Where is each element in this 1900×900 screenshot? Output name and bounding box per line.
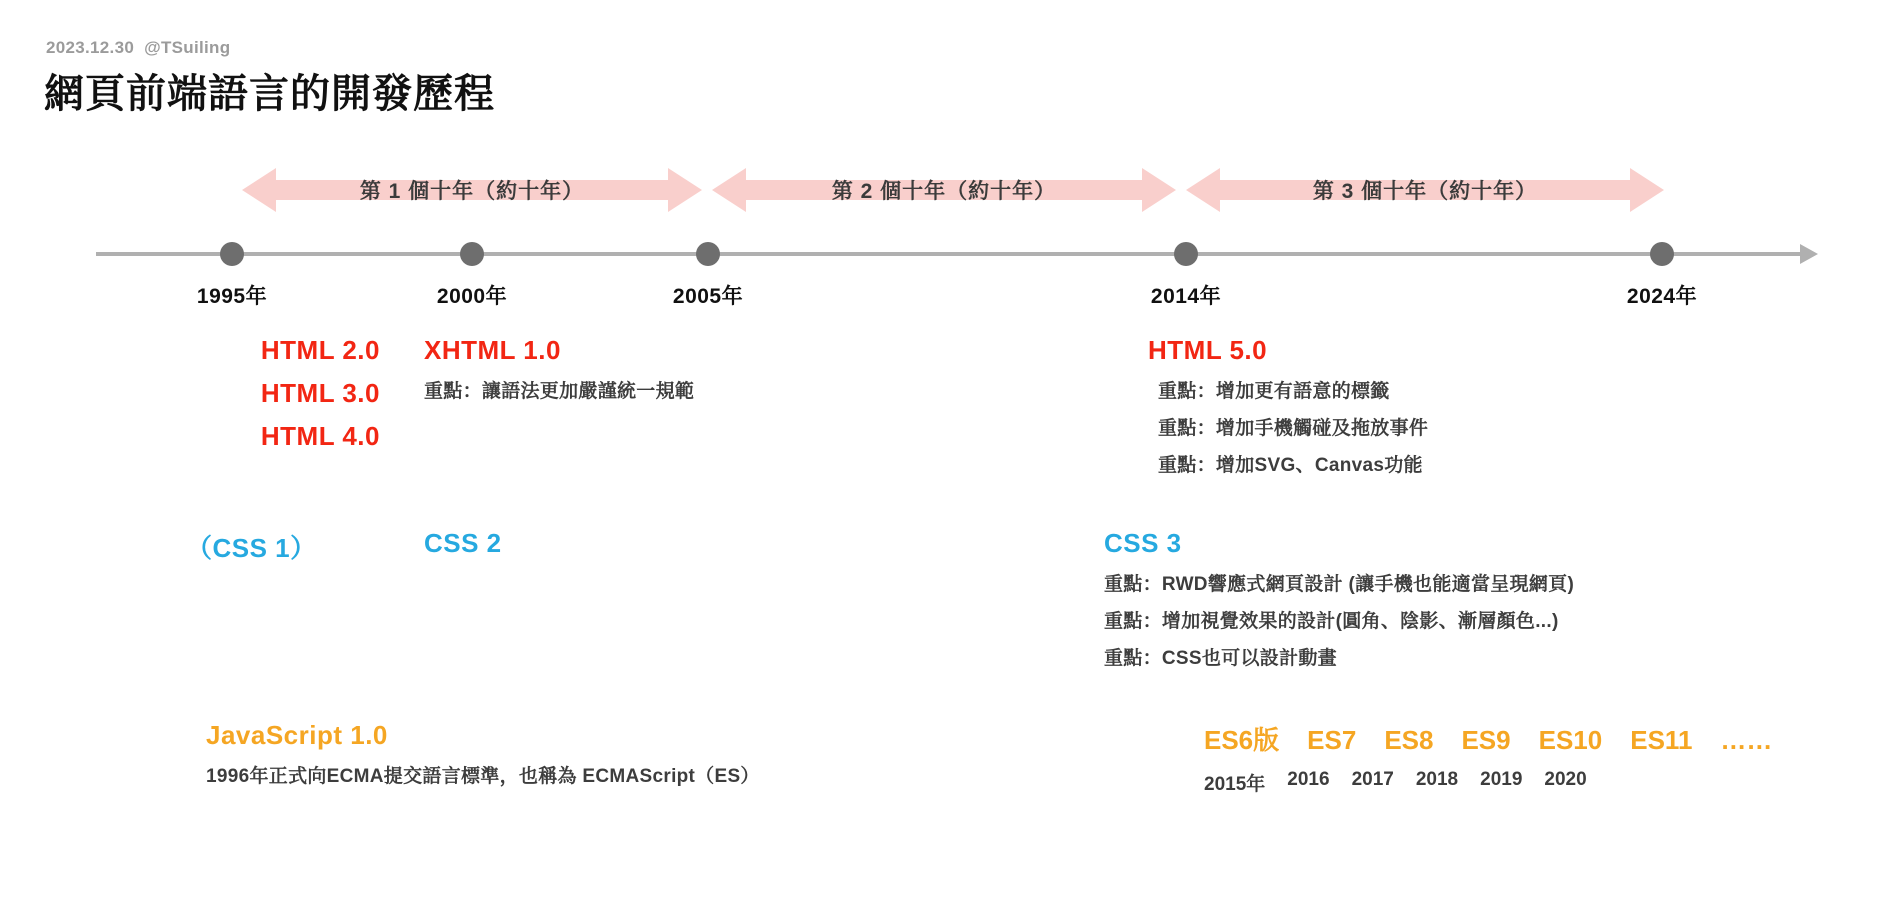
js-version-row	[1204, 720, 1772, 757]
header-handle: @TSuiling	[144, 38, 231, 57]
decade-3-label: 第 3 個十年（約十年）	[1312, 180, 1538, 203]
timeline-node-2005	[696, 242, 720, 266]
css-2014-group	[1104, 528, 1574, 680]
js-version-more: ……	[1720, 725, 1773, 755]
html-1995-group	[100, 335, 380, 464]
js-2000-note: 1996年正式向ECMA提交語言標準，也稱為 ECMAScript（ES）	[206, 766, 760, 787]
timeline-arrow-icon	[1800, 244, 1818, 264]
js-version-es6: ES6版	[1204, 725, 1280, 755]
timeline-year-2024: 2024年	[1626, 285, 1698, 308]
decade-1	[242, 162, 702, 218]
css-2000-heading: CSS 2	[424, 528, 502, 558]
js-2000-group	[206, 720, 760, 788]
html-2014-heading: HTML 5.0	[1148, 335, 1268, 365]
timeline-axis	[96, 252, 1808, 256]
html-2000-group	[424, 335, 694, 403]
js-version-es9: ES9	[1461, 725, 1511, 755]
js-year-2015: 2015年	[1204, 774, 1266, 795]
header-date: 2023.12.30	[46, 38, 135, 57]
timeline-year-2000: 2000年	[436, 285, 508, 308]
css-2014-note-3: 重點：CSS也可以設計動畫	[1104, 648, 1337, 669]
js-2014-group	[1204, 720, 1772, 796]
html-1995-item-2: HTML 3.0	[260, 378, 380, 408]
js-version-es10: ES10	[1538, 725, 1603, 755]
js-version-es8: ES8	[1384, 725, 1434, 755]
js-year-2018: 2018	[1415, 769, 1459, 790]
css-2014-note-2: 重點：增加視覺效果的設計(圓角、陰影、漸層顏色...)	[1104, 611, 1559, 632]
html-2014-group	[1148, 335, 1428, 487]
page-title: 網頁前端語言的開發歷程	[44, 72, 495, 116]
js-year-2017: 2017	[1351, 769, 1394, 790]
js-version-es11: ES11	[1630, 725, 1693, 755]
js-version-years-row	[1204, 769, 1772, 796]
decade-2	[712, 162, 1176, 218]
js-year-2020: 2020	[1544, 769, 1587, 790]
timeline-node-2000	[460, 242, 484, 266]
html-2014-note-2: 重點：增加手機觸碰及拖放事件	[1158, 418, 1429, 439]
decade-3	[1186, 162, 1664, 218]
js-year-2016: 2016	[1287, 769, 1330, 790]
timeline-year-2014: 2014年	[1150, 285, 1222, 308]
timeline-node-2024	[1650, 242, 1674, 266]
decade-2-label: 第 2 個十年（約十年）	[831, 180, 1057, 203]
decade-band	[0, 160, 1900, 220]
html-2014-note-3: 重點：增加SVG、Canvas功能	[1158, 455, 1423, 476]
decade-1-label: 第 1 個十年（約十年）	[359, 180, 585, 203]
timeline-year-2005: 2005年	[672, 285, 744, 308]
html-2014-note-1: 重點：增加更有語意的標籤	[1158, 381, 1390, 402]
js-version-es7: ES7	[1307, 725, 1357, 755]
css-2014-note-1: 重點：RWD響應式網頁設計 (讓手機也能適當呈現網頁)	[1104, 574, 1575, 595]
js-2000-heading: JavaScript 1.0	[206, 720, 388, 750]
html-1995-item-3: HTML 4.0	[260, 421, 380, 451]
html-1995-item-1: HTML 2.0	[260, 335, 380, 365]
html-2000-heading: XHTML 1.0	[424, 335, 561, 365]
timeline-year-1995: 1995年	[196, 285, 268, 308]
timeline-node-2014	[1174, 242, 1198, 266]
header-meta	[46, 38, 230, 58]
css-2000-group	[424, 528, 502, 559]
timeline-node-1995	[220, 242, 244, 266]
css-1995-heading: （CSS 1）	[186, 533, 317, 563]
js-year-2019: 2019	[1480, 769, 1523, 790]
html-2000-note-1: 重點：讓語法更加嚴謹統一規範	[424, 381, 695, 402]
css-2014-heading: CSS 3	[1104, 528, 1182, 558]
css-1995-group	[186, 528, 317, 565]
